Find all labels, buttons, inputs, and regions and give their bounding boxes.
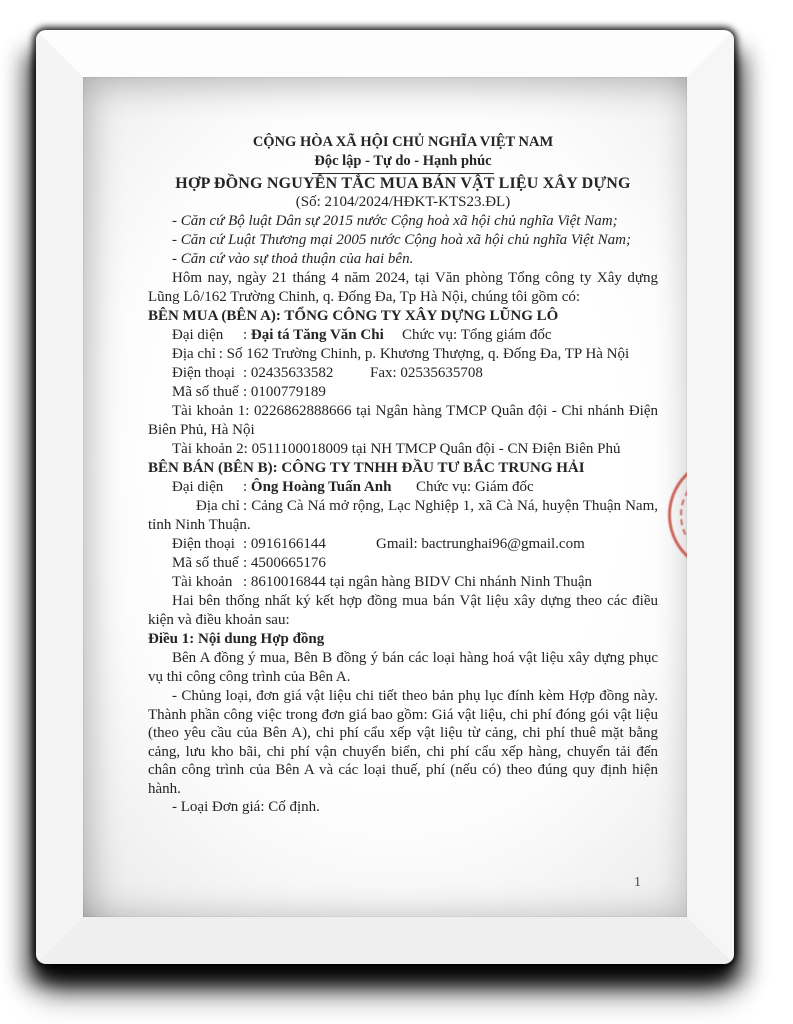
seller-account-value: 8610016844 tại ngân hàng BIDV Chi nhánh Ninh Thuận	[250, 574, 593, 590]
seller-address-label: Địa chỉ	[196, 498, 240, 514]
national-motto-text: Độc lập - Tự do - Hạnh phúc	[312, 152, 493, 174]
colon: :	[243, 479, 248, 495]
seller-rep-label: Đại diện	[172, 479, 224, 495]
article1-paragraph-3: - Loại Đơn giá: Cố định.	[172, 799, 320, 815]
legal-basis-2: - Căn cứ Luật Thương mại 2005 nước Cộng hoà xã hội chủ nghĩa Việt Nam;	[172, 232, 632, 248]
colon: :	[243, 574, 248, 590]
buyer-tax-value: 0100779189	[250, 384, 326, 400]
buyer-rep-label: Đại diện	[172, 327, 224, 343]
legal-basis-1: - Căn cứ Bộ luật Dân sự 2015 nước Cộng hoà xã hội chủ nghĩa Việt Nam;	[172, 213, 618, 229]
colon: :	[243, 536, 248, 552]
article1-paragraph-1: Bên A đồng ý mua, Bên B đồng ý bán các loại hàng hoá vật liệu xây dựng phục vụ thi công công trình của Bên A.	[148, 650, 658, 685]
document-content	[148, 133, 658, 817]
colon: :	[218, 346, 223, 362]
seller-heading: BÊN BÁN (BÊN B): CÔNG TY TNHH ĐẦU TƯ BẮC TRUNG HẢI	[148, 460, 585, 476]
buyer-phone-label: Điện thoại	[172, 365, 235, 381]
seller-account-label: Tài khoản	[172, 574, 233, 590]
buyer-position: Chức vụ: Tổng giám đốc	[402, 327, 552, 343]
buyer-representative-row	[148, 326, 658, 345]
seller-rep-name: Ông Hoàng Tuấn Anh	[250, 479, 392, 495]
contract-paper	[83, 77, 687, 917]
buyer-tax-label: Mã số thuế	[172, 384, 239, 400]
buyer-address-value: Số 162 Trường Chinh, p. Khương Thượng, q. Đống Đa, TP Hà Nội	[226, 346, 630, 362]
official-red-seal-stamp	[668, 457, 687, 573]
agreement-intro: Hai bên thống nhất ký kết hợp đồng mua bán Vật liệu xây dựng theo các điều kiện và điều khoản sau:	[148, 593, 658, 628]
national-motto	[148, 152, 658, 174]
buyer-account2: Tài khoản 2: 0511100018009 tại NH TMCP Quân đội - CN Điện Biên Phủ	[172, 441, 621, 457]
document-title: HỢP ĐỒNG NGUYÊN TẮC MUA BÁN VẬT LIỆU XÂY DỰNG	[175, 175, 631, 192]
colon: :	[243, 555, 248, 571]
legal-basis-3: - Căn cứ vào sự thoả thuận của hai bên.	[172, 251, 414, 267]
seller-position: Chức vụ: Giám đốc	[416, 479, 534, 495]
seller-phone-value: 0916166144	[250, 536, 326, 552]
colon: :	[243, 365, 248, 381]
buyer-phone-value: 02435633582	[250, 365, 334, 381]
seller-address-value: Cảng Cà Ná mở rộng, Lạc Nghiệp 1, xã Cà Ná, huyện Thuận Nam, tỉnh Ninh Thuận.	[148, 498, 658, 533]
seller-tax-label: Mã số thuế	[172, 555, 239, 571]
colon: :	[243, 498, 248, 514]
article1-heading: Điều 1: Nội dung Hợp đồng	[148, 631, 325, 647]
national-title: CỘNG HÒA XÃ HỘI CHỦ NGHĨA VIỆT NAM	[252, 134, 554, 150]
seller-address-row	[148, 497, 658, 535]
colon: :	[243, 327, 248, 343]
seller-gmail: Gmail: bactrunghai96@gmail.com	[376, 536, 585, 552]
buyer-rep-name: Đại tá Tăng Văn Chi	[250, 327, 384, 343]
contract-number: (Số: 2104/2024/HĐKT-KTS23.ĐL)	[295, 194, 511, 210]
intro-paragraph: Hôm nay, ngày 21 tháng 4 năm 2024, tại Văn phòng Tổng công ty Xây dựng Lũng Lô/162 Trường Chinh, q. Đống Đa, Tp Hà Nội, chúng tôi gồm có:	[148, 270, 658, 305]
buyer-phone-row	[148, 364, 658, 383]
article1-paragraph-2: - Chủng loại, đơn giá vật liệu chi tiết theo bản phụ lục đính kèm Hợp đồng này. Thành phần công việc trong đơn giá bao gồm: Giá vật liệu, chi phí đóng gói vật liệu (theo yêu cầu của Bên A), chi phí cẩu xếp vật liệu từ cảng, chi phí thuê mặt bằng cảng, lưu kho bãi, chi phí vận chuyển biển, chi phí cẩu xếp hàng, chuyển tải đến chân công trình của Bên A và các loại thuế, phí (nếu có) theo đúng quy định hiện hành.	[148, 688, 658, 797]
buyer-address-row	[148, 345, 658, 364]
seller-tax-value: 4500665176	[250, 555, 326, 571]
buyer-heading: BÊN MUA (BÊN A): TỔNG CÔNG TY XÂY DỰNG LŨNG LÔ	[148, 308, 559, 324]
seller-representative-row	[148, 478, 658, 497]
buyer-account1: Tài khoản 1: 0226862888666 tại Ngân hàng TMCP Quân đội - Chi nhánh Điện Biên Phủ, Hà Nội	[148, 403, 658, 438]
page-number: 1	[634, 875, 641, 890]
seller-tax-row	[148, 554, 658, 573]
seller-account-row	[148, 573, 658, 592]
seal-inner-ring	[680, 469, 687, 561]
buyer-tax-row	[148, 383, 658, 402]
picture-frame	[36, 30, 734, 964]
buyer-address-label: Địa chỉ	[172, 346, 216, 362]
seller-phone-label: Điện thoại	[172, 536, 235, 552]
colon: :	[243, 384, 248, 400]
seller-phone-row	[148, 535, 658, 554]
buyer-fax: Fax: 02535635708	[370, 365, 483, 381]
